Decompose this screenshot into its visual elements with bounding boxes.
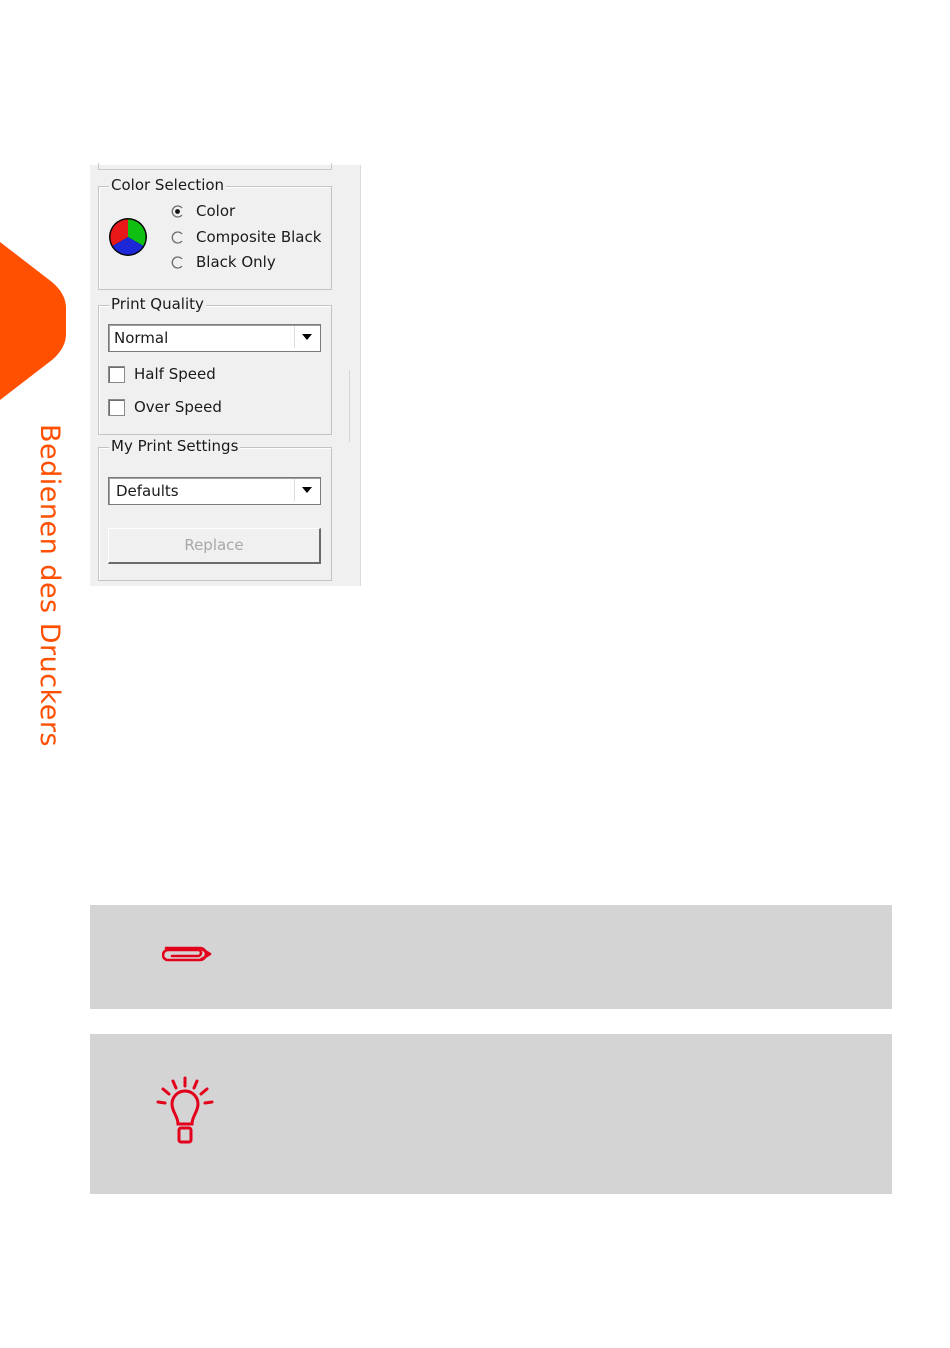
section-tab [0,242,66,400]
radio-label: Composite Black [196,228,322,246]
section-label: Bedienen des Druckers [34,424,65,748]
paperclip-icon [162,941,214,970]
preset-value: Defaults [116,482,179,500]
print-quality-select[interactable] [108,324,321,352]
print-settings-panel [90,165,361,586]
replace-button[interactable]: Replace [108,528,321,564]
chevron-down-icon[interactable] [294,326,319,348]
color-selection-legend: Color Selection [111,176,225,194]
over-speed-label: Over Speed [134,398,222,416]
checkbox-box[interactable] [108,399,125,416]
radio-composite-black[interactable] [171,226,321,248]
my-print-settings-legend: My Print Settings [111,437,239,455]
checkbox-box[interactable] [108,366,125,383]
chevron-down-icon[interactable] [294,479,319,501]
print-quality-value: Normal [114,329,169,347]
print-quality-legend: Print Quality [111,295,204,313]
radio-color[interactable] [171,200,235,222]
print-quality-group [98,295,332,435]
lightbulb-icon [154,1076,216,1151]
previous-group-edge [98,163,332,170]
color-selection-group [98,176,332,290]
radio-black-only[interactable] [171,251,276,273]
half-speed-label: Half Speed [134,365,216,383]
over-speed-checkbox[interactable] [108,396,222,418]
my-print-settings-group [98,437,332,581]
radio-label: Color [196,202,236,220]
radio-selected-icon[interactable] [171,205,184,218]
color-wheel-icon [108,217,148,257]
radio-label: Black Only [196,253,276,271]
tip-callout [90,1034,892,1194]
half-speed-checkbox[interactable] [108,363,216,385]
note-callout [90,905,892,1009]
radio-unselected-icon[interactable] [171,256,184,269]
print-settings-preset-select[interactable] [108,477,321,505]
radio-unselected-icon[interactable] [171,231,184,244]
